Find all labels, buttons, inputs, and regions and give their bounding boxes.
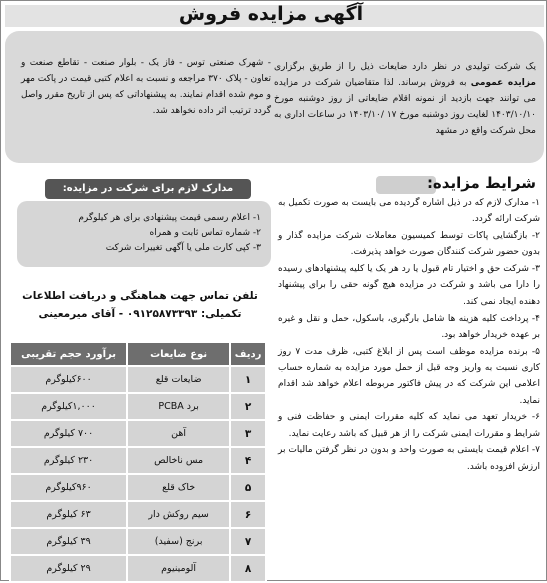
intro-text-right: [274, 59, 536, 139]
header-row-number: ردیف: [230, 342, 266, 366]
cell-scrap-type: ضایعات قلع: [127, 366, 230, 393]
cell-row-number: ۶: [230, 501, 266, 528]
cell-scrap-type: آلومینیوم: [127, 555, 230, 582]
cell-volume: ۳۹ کیلوگرم: [10, 528, 127, 555]
intro-text-left: - شهرک صنعتی توس - فاز یک - بلوار صنعت - تقاطع صنعت و تعاون - پلاک ۳۷۰ مراجعه و نسبت به اعلام کتبی قیمت در پاکت مهر و موم شده اقدام نمایند. به پیشنهاداتی که پس از تاریخ مقرر واصل گردد ترتیب اثر داده نخواهد شد.: [21, 58, 271, 116]
cell-row-number: ۳: [230, 420, 266, 447]
cell-volume: ۱,۰۰۰کیلوگرم: [10, 393, 127, 420]
condition-item: ۶- خریدار تعهد می نماید که کلیه مقررات ایمنی و حفاظت فنی و شرایط و مقررات ایمنی شرکت را از هر قبیل که باشد رعایت نماید.: [278, 412, 540, 439]
contact-line-1: تلفن تماس جهت هماهنگی و دریافت اطلاعات: [22, 290, 258, 302]
table-row: [10, 366, 266, 393]
intro-right-prefix: یک شرکت تولیدی در نظر دارد ضایعات ذیل را از طریق برگزاری: [274, 62, 536, 72]
cell-volume: ۶۰۰کیلوگرم: [10, 366, 127, 393]
cell-volume: ۲۹ کیلوگرم: [10, 555, 127, 582]
document-item: ۲- شماره تماس ثابت و همراه: [149, 228, 261, 238]
cell-scrap-type: برنج (سفید): [127, 528, 230, 555]
header-estimated-volume: برآورد حجم تقریبی: [10, 342, 127, 366]
intro-right-strong: مزایده عمومی: [470, 78, 536, 88]
table-row: [10, 501, 266, 528]
condition-item: ۷- اعلام قیمت بایستی به صورت واحد و بدون در نظر گرفتن مالیات بر ارزش افزوده باشد.: [278, 445, 540, 472]
document-item: ۳- کپی کارت ملی یا آگهی تغییرات شرکت: [105, 243, 261, 253]
contact-info: [9, 287, 271, 323]
table-row: [10, 393, 266, 420]
cell-scrap-type: خاک قلع: [127, 474, 230, 501]
cell-scrap-type: آهن: [127, 420, 230, 447]
table-row: [10, 555, 266, 582]
cell-volume: ۷۰۰ کیلوگرم: [10, 420, 127, 447]
condition-item: ۴- پرداخت کلیه هزینه ها شامل بارگیری، باسکول، حمل و نقل و غیره بر عهده خریدار خواهد بود.: [278, 313, 540, 340]
cell-row-number: ۱: [230, 366, 266, 393]
table-row: [10, 528, 266, 555]
table-header-row: [10, 342, 266, 366]
contact-line-2: تکمیلی: ۰۹۱۲۵۸۷۳۳۹۳ - آقای میرمعینی: [38, 308, 242, 320]
cell-row-number: ۴: [230, 447, 266, 474]
header-scrap-type: نوع ضایعات: [127, 342, 230, 366]
conditions-section: [278, 171, 540, 576]
condition-item: ۳- شرکت حق و اختیار تام قبول یا رد هر یک یا کلیه پیشنهادهای رسیده را دارا می باشد و شرکت در مزایده هیچ گونه حقی را برای پیشنهاد دهنده ایجاد نمی کند.: [278, 264, 540, 307]
condition-item: ۵- برنده مزایده موظف است پس از ابلاغ کتبی، ظرف مدت ۷ روز کاری نسبت به واریز وجه قبل از حمل مورد مزایده به شماره حساب اعلامی این شرکت که در پیش فاکتور مربوطه اعلام خواهد شد اقدام نماید.: [278, 346, 540, 406]
cell-volume: ۹۶۰کیلوگرم: [10, 474, 127, 501]
cell-row-number: ۷: [230, 528, 266, 555]
cell-scrap-type: برد PCBA: [127, 393, 230, 420]
intro-box: [5, 31, 544, 163]
cell-row-number: ۵: [230, 474, 266, 501]
cell-volume: ۲۳۰ کیلوگرم: [10, 447, 127, 474]
condition-item: ۱- مدارک لازم که در ذیل اشاره گردیده می بایست به صورت تکمیل به شرکت ارائه گردد.: [278, 198, 540, 225]
cell-row-number: ۲: [230, 393, 266, 420]
page-title: آگهی مزایده فروش: [178, 3, 364, 25]
scrap-table: [9, 341, 267, 583]
table-row: [10, 474, 266, 501]
cell-scrap-type: مس ناخالص: [127, 447, 230, 474]
table-row: [10, 447, 266, 474]
intro-right-suffix: به فروش برساند. لذا متقاضیان شرکت در مزایده می توانند جهت بازدید از نمونه اقلام ضایعاتی از روز دوشنبه مورخ ۱۴۰۳/۱۰/۱۰ لغایت روز دوشنبه مورخ ۱۷ /۱۴۰۳/۱۰ در ساعات اداری به محل شرکت واقع در مشهد: [274, 78, 536, 136]
cell-scrap-type: سیم روکش دار: [127, 501, 230, 528]
documents-section: [9, 179, 271, 271]
conditions-title: شرایط مزایده:: [426, 174, 536, 192]
cell-volume: ۶۳ کیلوگرم: [10, 501, 127, 528]
table-row: [10, 420, 266, 447]
cell-row-number: ۸: [230, 555, 266, 582]
documents-title: مدارک لازم برای شرکت در مزایده:: [45, 179, 251, 199]
conditions-list: [278, 195, 540, 475]
document-item: ۱- اعلام رسمی قیمت پیشنهادی برای هر کیلوگرم: [78, 213, 261, 223]
condition-item: ۲- بازگشایی پاکات توسط کمیسیون معاملات شرکت مزایده گذار و بدون حضور شرکت کنندگان صورت خواهد پذیرفت.: [278, 231, 540, 258]
documents-body: [17, 201, 271, 267]
